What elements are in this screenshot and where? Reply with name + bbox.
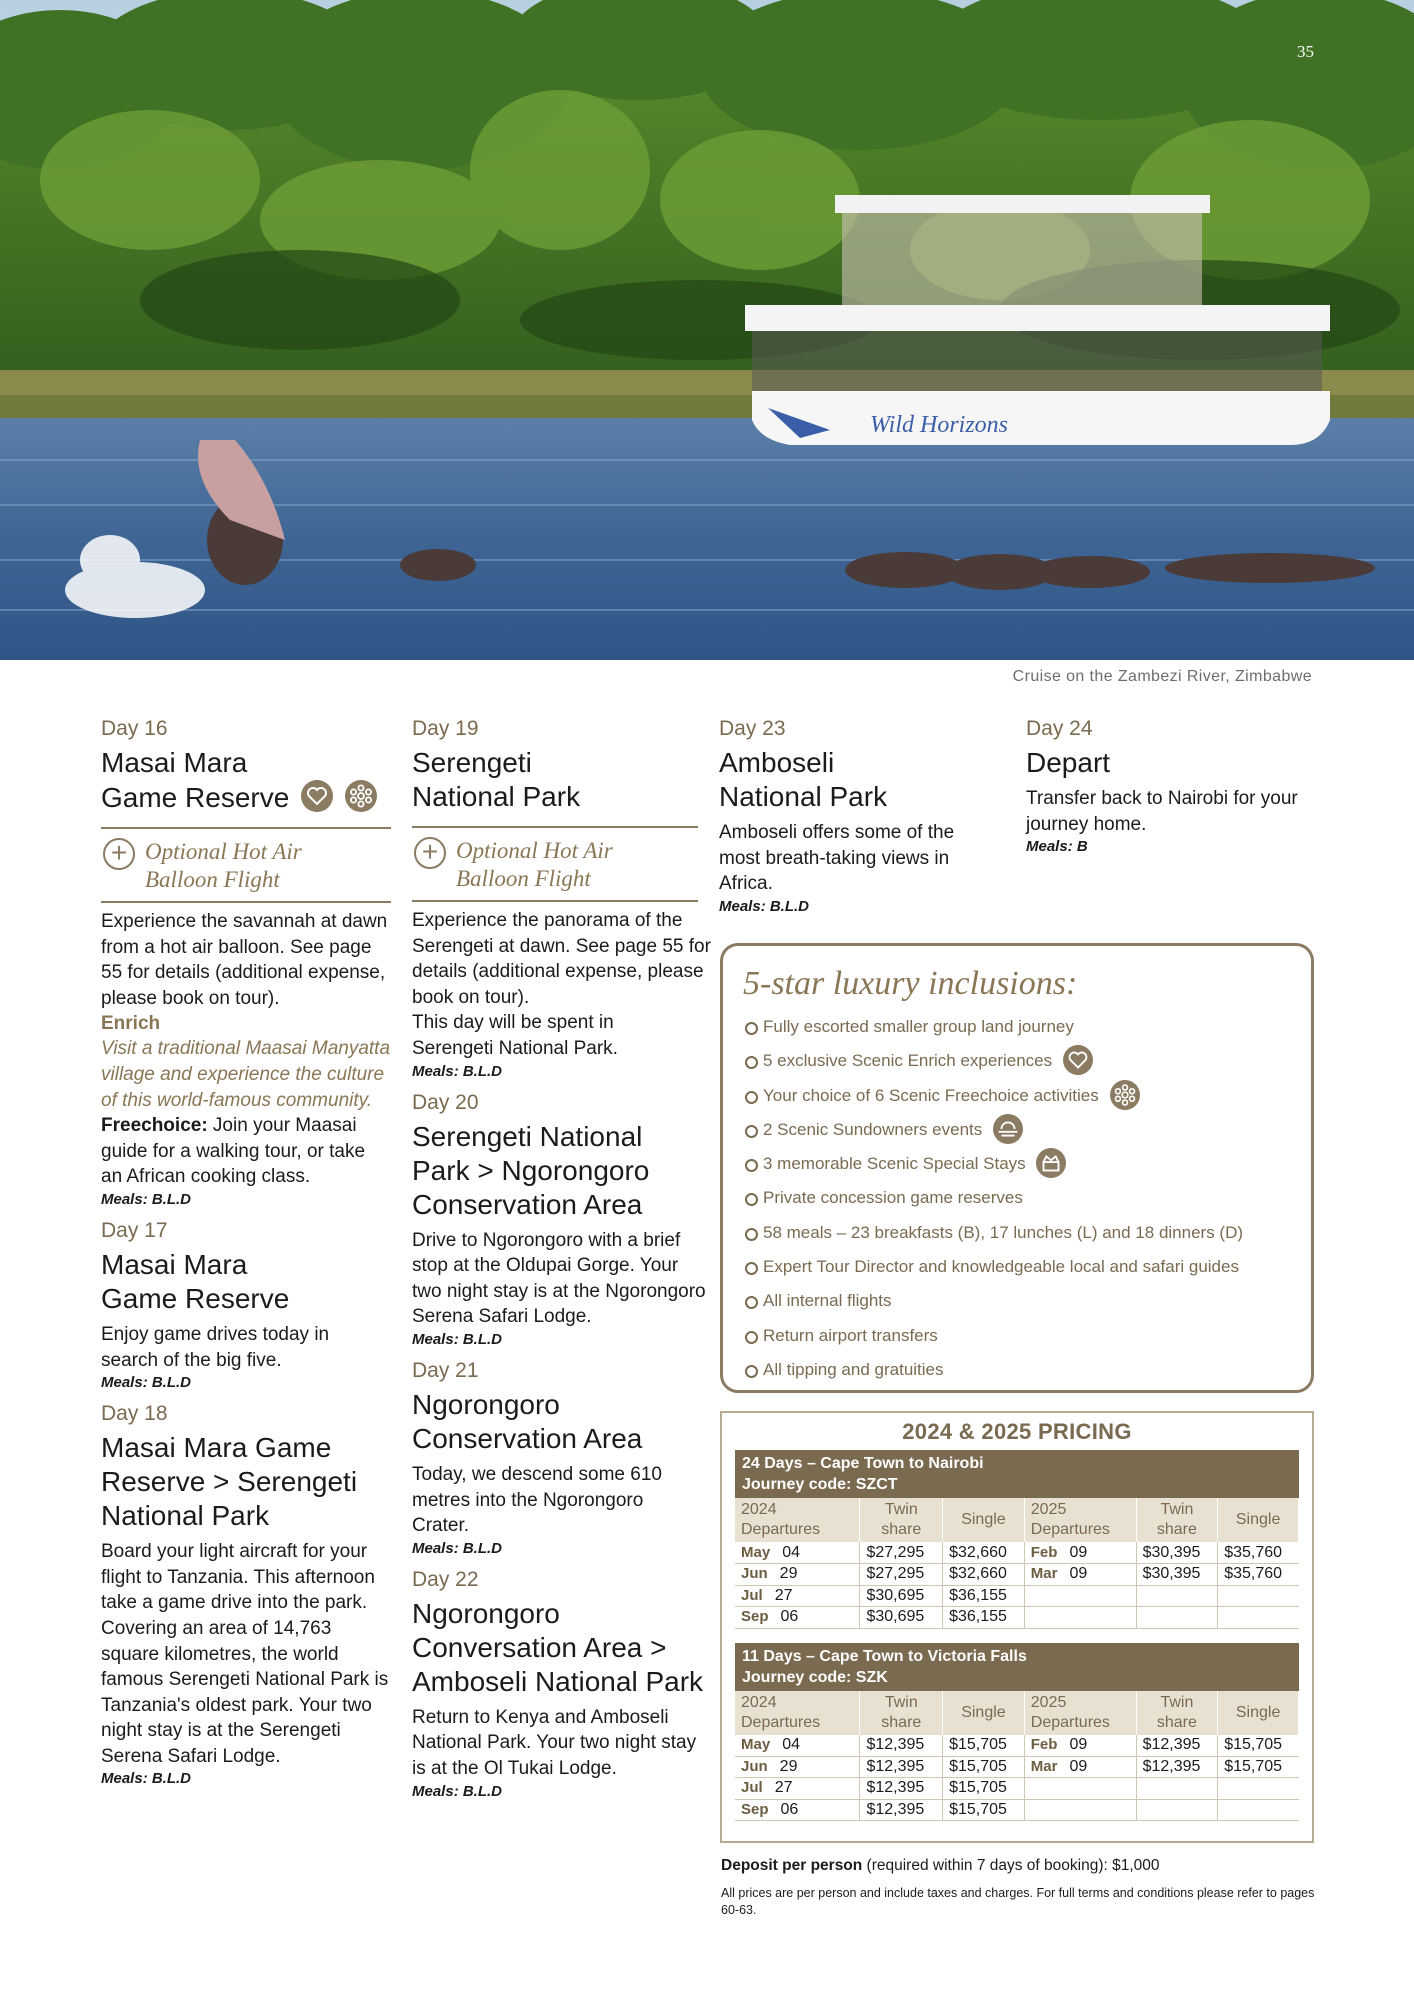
day-title: Depart — [1026, 747, 1111, 778]
pricing-panel — [720, 1411, 1314, 1843]
day-body: Transfer back to Nairobi for your journey home. — [1026, 788, 1298, 835]
single-price: $15,705 — [943, 1778, 1025, 1800]
departure-month: May — [741, 1543, 771, 1561]
column-header-text: Twin — [884, 1693, 918, 1711]
departure-month: May — [741, 1736, 771, 1753]
departure-date — [735, 1778, 860, 1800]
meals: Meals: B.L.D — [719, 897, 810, 915]
inclusion-text: 2 Scenic Sundowners events — [763, 1119, 983, 1139]
heart-icon — [301, 780, 333, 812]
day-label: Day 19 — [412, 717, 479, 740]
sundowner-icon — [993, 1114, 1023, 1144]
day-title: Serengeti National Park — [412, 747, 581, 812]
inclusion-item — [743, 1044, 1311, 1078]
day-body: Amboseli offers some of the most breath-taking views in Africa. — [719, 822, 955, 895]
single-price: $36,155 — [943, 1607, 1025, 1629]
table-row — [735, 1799, 1299, 1821]
column-header — [860, 1691, 943, 1735]
column-header-text: share — [1156, 1521, 1197, 1538]
twin-share-price: $30,395 — [1136, 1564, 1218, 1586]
column-header-text: share — [1156, 1713, 1197, 1731]
twin-share-price: $27,295 — [860, 1564, 943, 1586]
table-row — [735, 1778, 1299, 1800]
single-price — [1218, 1778, 1299, 1800]
meals: Meals: B — [1026, 838, 1088, 856]
inclusions-list — [743, 1010, 1311, 1387]
price-table — [735, 1498, 1299, 1629]
column-header — [1024, 1691, 1136, 1735]
departure-month: Mar — [1030, 1565, 1058, 1583]
journey-header — [735, 1450, 1299, 1498]
day-title: Ngorongoro Conservation Area — [412, 1388, 643, 1454]
price-table — [735, 1691, 1299, 1822]
column-header-text: 2025 — [1030, 1693, 1067, 1711]
column-header — [943, 1498, 1025, 1542]
inclusion-text: 5 exclusive Scenic Enrich experiences — [763, 1051, 1053, 1071]
journey-name: 24 Days – Cape Town to Nairobi — [742, 1455, 984, 1472]
departure-date — [735, 1607, 860, 1629]
column-header-text: Twin — [1160, 1501, 1194, 1518]
day-title — [101, 746, 391, 815]
table-row — [735, 1756, 1299, 1778]
column-header — [1136, 1498, 1218, 1542]
single-price: $35,760 — [1218, 1542, 1299, 1564]
column-header-text: 2024 — [741, 1501, 777, 1518]
departure-date — [1024, 1564, 1136, 1586]
column-header — [1136, 1691, 1218, 1735]
day-body: Drive to Ngorongoro with a brief stop at the Oldupai Gorge. Your two night stay is at the Ngorongoro Serena Safari Lodge. — [412, 1229, 706, 1328]
column-header — [1024, 1498, 1136, 1542]
price-block — [735, 1450, 1299, 1629]
departure-date — [1024, 1542, 1136, 1564]
journey-header — [735, 1643, 1299, 1691]
column-header-text: Single — [1235, 1511, 1281, 1528]
optional-title: Optional Hot Air — [145, 839, 302, 864]
twin-share-price: $12,395 — [860, 1778, 943, 1800]
twin-share-price: $12,395 — [860, 1756, 943, 1778]
page-number: 35 — [1297, 42, 1314, 61]
day-label: Day 21 — [412, 1358, 479, 1382]
column-header-text: 2025 — [1030, 1501, 1067, 1518]
column-header-text: share — [881, 1521, 922, 1538]
deposit-label: Deposit per person — [721, 1857, 863, 1874]
pricing-title: 2024 & 2025 PRICING — [902, 1419, 1132, 1444]
single-price: $15,705 — [943, 1799, 1025, 1821]
optional-title: Balloon Flight — [145, 867, 280, 892]
departure-day: 29 — [779, 1757, 798, 1775]
column-header-text: Twin — [1160, 1693, 1194, 1711]
column-header-text: Departures — [741, 1713, 821, 1731]
single-price: $32,660 — [943, 1542, 1025, 1564]
day-body: Experience the savannah at dawn from a hot air balloon. See page 55 for details (additional expense, please book on tour). — [101, 911, 388, 1009]
meals: Meals: B.L.D — [101, 1190, 192, 1208]
departure-date — [1024, 1778, 1136, 1800]
column-header-text: Single — [961, 1703, 1006, 1721]
twin-share-price: $27,295 — [860, 1542, 943, 1564]
heart-icon — [1063, 1045, 1093, 1075]
departure-date — [735, 1564, 860, 1586]
enrich-text: Visit a traditional Maasai Manyatta village and experience the culture of this world-famous community. — [101, 1038, 391, 1111]
table-row — [735, 1735, 1299, 1757]
journey-code: Journey code: SZK — [742, 1668, 888, 1686]
inclusion-item — [743, 1284, 1311, 1318]
departure-day: 06 — [780, 1608, 799, 1626]
departure-month: Jun — [741, 1757, 768, 1775]
special-stay-icon — [1036, 1148, 1066, 1178]
column-header-text: Single — [1235, 1703, 1281, 1721]
deposit-text: (required within 7 days of booking): $1,000 — [862, 1857, 1160, 1874]
single-price: $15,705 — [1218, 1756, 1299, 1778]
departure-month: Jul — [741, 1779, 763, 1797]
meals: Meals: B.L.D — [101, 1770, 192, 1788]
inclusion-item — [743, 1113, 1311, 1147]
day-body: This day will be spent in Serengeti National Park. — [412, 1012, 618, 1059]
itinerary-column-3 — [719, 708, 1019, 921]
departure-day: 29 — [779, 1565, 798, 1583]
departure-date — [735, 1735, 860, 1757]
day-title: Masai Mara Game Reserve > Serengeti National Park — [101, 1432, 358, 1532]
inclusions-box — [720, 943, 1314, 1393]
twin-share-price — [1136, 1607, 1218, 1629]
single-price: $15,705 — [943, 1756, 1025, 1778]
twin-share-price: $12,395 — [1136, 1756, 1218, 1778]
day-label: Day 16 — [101, 717, 168, 740]
inclusion-text: Fully escorted smaller group land journey — [763, 1017, 1074, 1036]
twin-share-price: $12,395 — [1136, 1735, 1218, 1757]
departure-day: 09 — [1069, 1757, 1088, 1775]
day-body: Enjoy game drives today in search of the big five. — [101, 1323, 330, 1371]
departure-date — [1024, 1735, 1136, 1757]
day-body: Today, we descend some 610 metres into the Ngorongoro Crater. — [412, 1463, 662, 1537]
day-title: Ngorongoro Conversation Area > Amboseli National Park — [412, 1597, 704, 1697]
twin-share-price: $30,695 — [860, 1607, 943, 1629]
single-price — [1218, 1585, 1299, 1607]
inclusion-text: Expert Tour Director and knowledgeable local and safari guides — [763, 1257, 1239, 1277]
twin-share-price: $30,695 — [860, 1585, 943, 1607]
single-price: $35,760 — [1218, 1564, 1299, 1586]
departure-date — [1024, 1799, 1136, 1821]
single-price: $15,705 — [1218, 1735, 1299, 1757]
departure-month: Feb — [1030, 1543, 1058, 1561]
single-price: $15,705 — [943, 1735, 1025, 1757]
optional-activity — [412, 826, 698, 902]
inclusion-item — [743, 1181, 1311, 1215]
departure-date — [1024, 1585, 1136, 1607]
inclusions-title: 5-star luxury inclusions: — [743, 965, 1078, 1002]
table-row — [735, 1585, 1299, 1607]
departure-date — [1024, 1607, 1136, 1629]
departure-month: Jun — [741, 1565, 768, 1583]
hero-photo — [0, 0, 1414, 660]
enrich-label: Enrich — [101, 1013, 161, 1035]
twin-share-price: $12,395 — [860, 1799, 943, 1821]
inclusion-item — [743, 1319, 1311, 1353]
inclusion-text: 58 meals – 23 breakfasts (B), 17 lunches (L) and 18 dinners (D) — [763, 1222, 1244, 1242]
departure-day: 27 — [774, 1779, 793, 1797]
departure-date — [735, 1799, 860, 1821]
day-title: Masai Mara Game Reserve — [101, 1248, 290, 1314]
column-header-text: 2024 — [741, 1693, 777, 1711]
column-header-text: Departures — [1030, 1521, 1110, 1538]
departure-date — [735, 1585, 860, 1607]
column-header-text: Single — [961, 1511, 1006, 1528]
journey-name: 11 Days – Cape Town to Victoria Falls — [742, 1647, 1027, 1665]
inclusion-text: All tipping and gratuities — [763, 1359, 944, 1379]
itinerary-column-4 — [1026, 708, 1336, 861]
freechoice-icon — [345, 780, 377, 812]
deposit-note — [721, 1857, 1321, 1875]
twin-share-price — [1136, 1799, 1218, 1821]
column-header-text: Departures — [741, 1521, 821, 1538]
optional-title: Optional Hot Air — [456, 838, 613, 863]
price-block — [735, 1643, 1299, 1822]
inclusion-text: Your choice of 6 Scenic Freechoice activities — [763, 1085, 1099, 1105]
column-header-text: Twin — [884, 1501, 918, 1518]
departure-month: Mar — [1030, 1757, 1058, 1775]
departure-month: Jul — [741, 1586, 763, 1604]
meals: Meals: B.L.D — [412, 1062, 503, 1080]
freechoice-icon — [1110, 1080, 1140, 1110]
inclusion-item — [743, 1216, 1311, 1250]
day-label: Day 20 — [412, 1090, 479, 1114]
inclusion-item — [743, 1250, 1311, 1284]
freechoice-text — [101, 1113, 391, 1190]
day-label: Day 17 — [101, 1218, 168, 1242]
plus-icon: + — [414, 837, 446, 869]
single-price — [1218, 1799, 1299, 1821]
table-row — [735, 1542, 1299, 1564]
column-header — [860, 1498, 943, 1542]
departure-day: 09 — [1069, 1543, 1088, 1561]
departure-day: 06 — [780, 1800, 799, 1818]
day-label: Day 22 — [412, 1567, 479, 1591]
table-row — [735, 1607, 1299, 1629]
freechoice-label: Freechoice: — [101, 1115, 208, 1137]
departure-day: 27 — [774, 1586, 793, 1604]
departure-day: 04 — [782, 1543, 800, 1561]
single-price — [1218, 1607, 1299, 1629]
fine-print: All prices are per person and include taxes and charges. For full terms and conditions please refer to pages 60-63. — [721, 1886, 1315, 1917]
inclusion-item — [743, 1010, 1311, 1044]
departure-month: Sep — [741, 1608, 769, 1626]
departure-day: 09 — [1069, 1736, 1088, 1753]
optional-title: Balloon Flight — [456, 866, 591, 891]
day-label: Day 24 — [1026, 717, 1093, 740]
table-row — [735, 1564, 1299, 1586]
twin-share-price: $30,395 — [1136, 1542, 1218, 1564]
inclusion-text: Return airport transfers — [763, 1325, 938, 1345]
single-price: $32,660 — [943, 1564, 1025, 1586]
day-body: Return to Kenya and Amboseli National Park. Your two night stay is at the Ol Tukai Lodge. — [412, 1706, 697, 1779]
day-label: Day 23 — [719, 717, 786, 740]
meals: Meals: B.L.D — [101, 1374, 192, 1392]
departure-day: 09 — [1069, 1565, 1088, 1583]
meals: Meals: B.L.D — [412, 1330, 503, 1348]
departure-day: 04 — [782, 1736, 800, 1753]
day-title: Amboseli National Park — [719, 747, 888, 812]
inclusion-item — [743, 1353, 1311, 1387]
photo-caption: Cruise on the Zambezi River, Zimbabwe — [1012, 668, 1312, 685]
single-price: $36,155 — [943, 1585, 1025, 1607]
meals: Meals: B.L.D — [412, 1782, 503, 1800]
meals: Meals: B.L.D — [412, 1539, 503, 1557]
itinerary-column-2 — [412, 708, 712, 1806]
optional-activity — [101, 827, 391, 903]
day-body: Board your light aircraft for your flight to Tanzania. This afternoon take a game drive into the park. Covering an area of 14,763 square kilometres, the world famous Serengeti National Park is Tanzania's oldest park. Your two night stay is at the Serengeti Serena Safari Lodge. — [101, 1541, 389, 1767]
inclusion-item — [743, 1079, 1311, 1113]
day-label: Day 18 — [101, 1402, 168, 1426]
inclusion-text: Private concession game reserves — [763, 1188, 1023, 1208]
inclusion-item — [743, 1147, 1311, 1181]
column-header — [1218, 1691, 1299, 1735]
column-header-text: Departures — [1030, 1713, 1110, 1731]
journey-code: Journey code: SZCT — [742, 1476, 898, 1493]
svg-text:Wild Horizons: Wild Horizons — [870, 412, 1009, 438]
departure-date — [735, 1542, 860, 1564]
day-body: Experience the panorama of the Serengeti at dawn. See page 55 for details (additional expense, please book on tour). — [412, 910, 711, 1008]
column-header — [943, 1691, 1025, 1735]
itinerary-column-1 — [101, 708, 391, 1793]
day-title: Serengeti National Park > Ngorongoro Conservation Area — [412, 1120, 650, 1220]
departure-date — [1024, 1756, 1136, 1778]
day-title-line: Game Reserve — [101, 782, 290, 813]
day-title-line: Masai Mara — [101, 747, 248, 778]
twin-share-price: $12,395 — [860, 1735, 943, 1757]
departure-month: Sep — [741, 1800, 769, 1818]
column-header-text: share — [881, 1713, 922, 1731]
plus-icon: + — [103, 838, 135, 870]
freechoice-description: Join your Maasai guide for a walking tour, or take an African cooking class. — [101, 1115, 366, 1188]
twin-share-price — [1136, 1778, 1218, 1800]
inclusion-text: All internal flights — [763, 1291, 892, 1311]
departure-date — [735, 1756, 860, 1778]
price-blocks — [735, 1450, 1299, 1821]
departure-month: Feb — [1030, 1736, 1058, 1753]
column-header — [1218, 1498, 1299, 1542]
inclusion-text: 3 memorable Scenic Special Stays — [763, 1154, 1026, 1174]
column-header — [735, 1498, 860, 1542]
column-header — [735, 1691, 860, 1735]
twin-share-price — [1136, 1585, 1218, 1607]
